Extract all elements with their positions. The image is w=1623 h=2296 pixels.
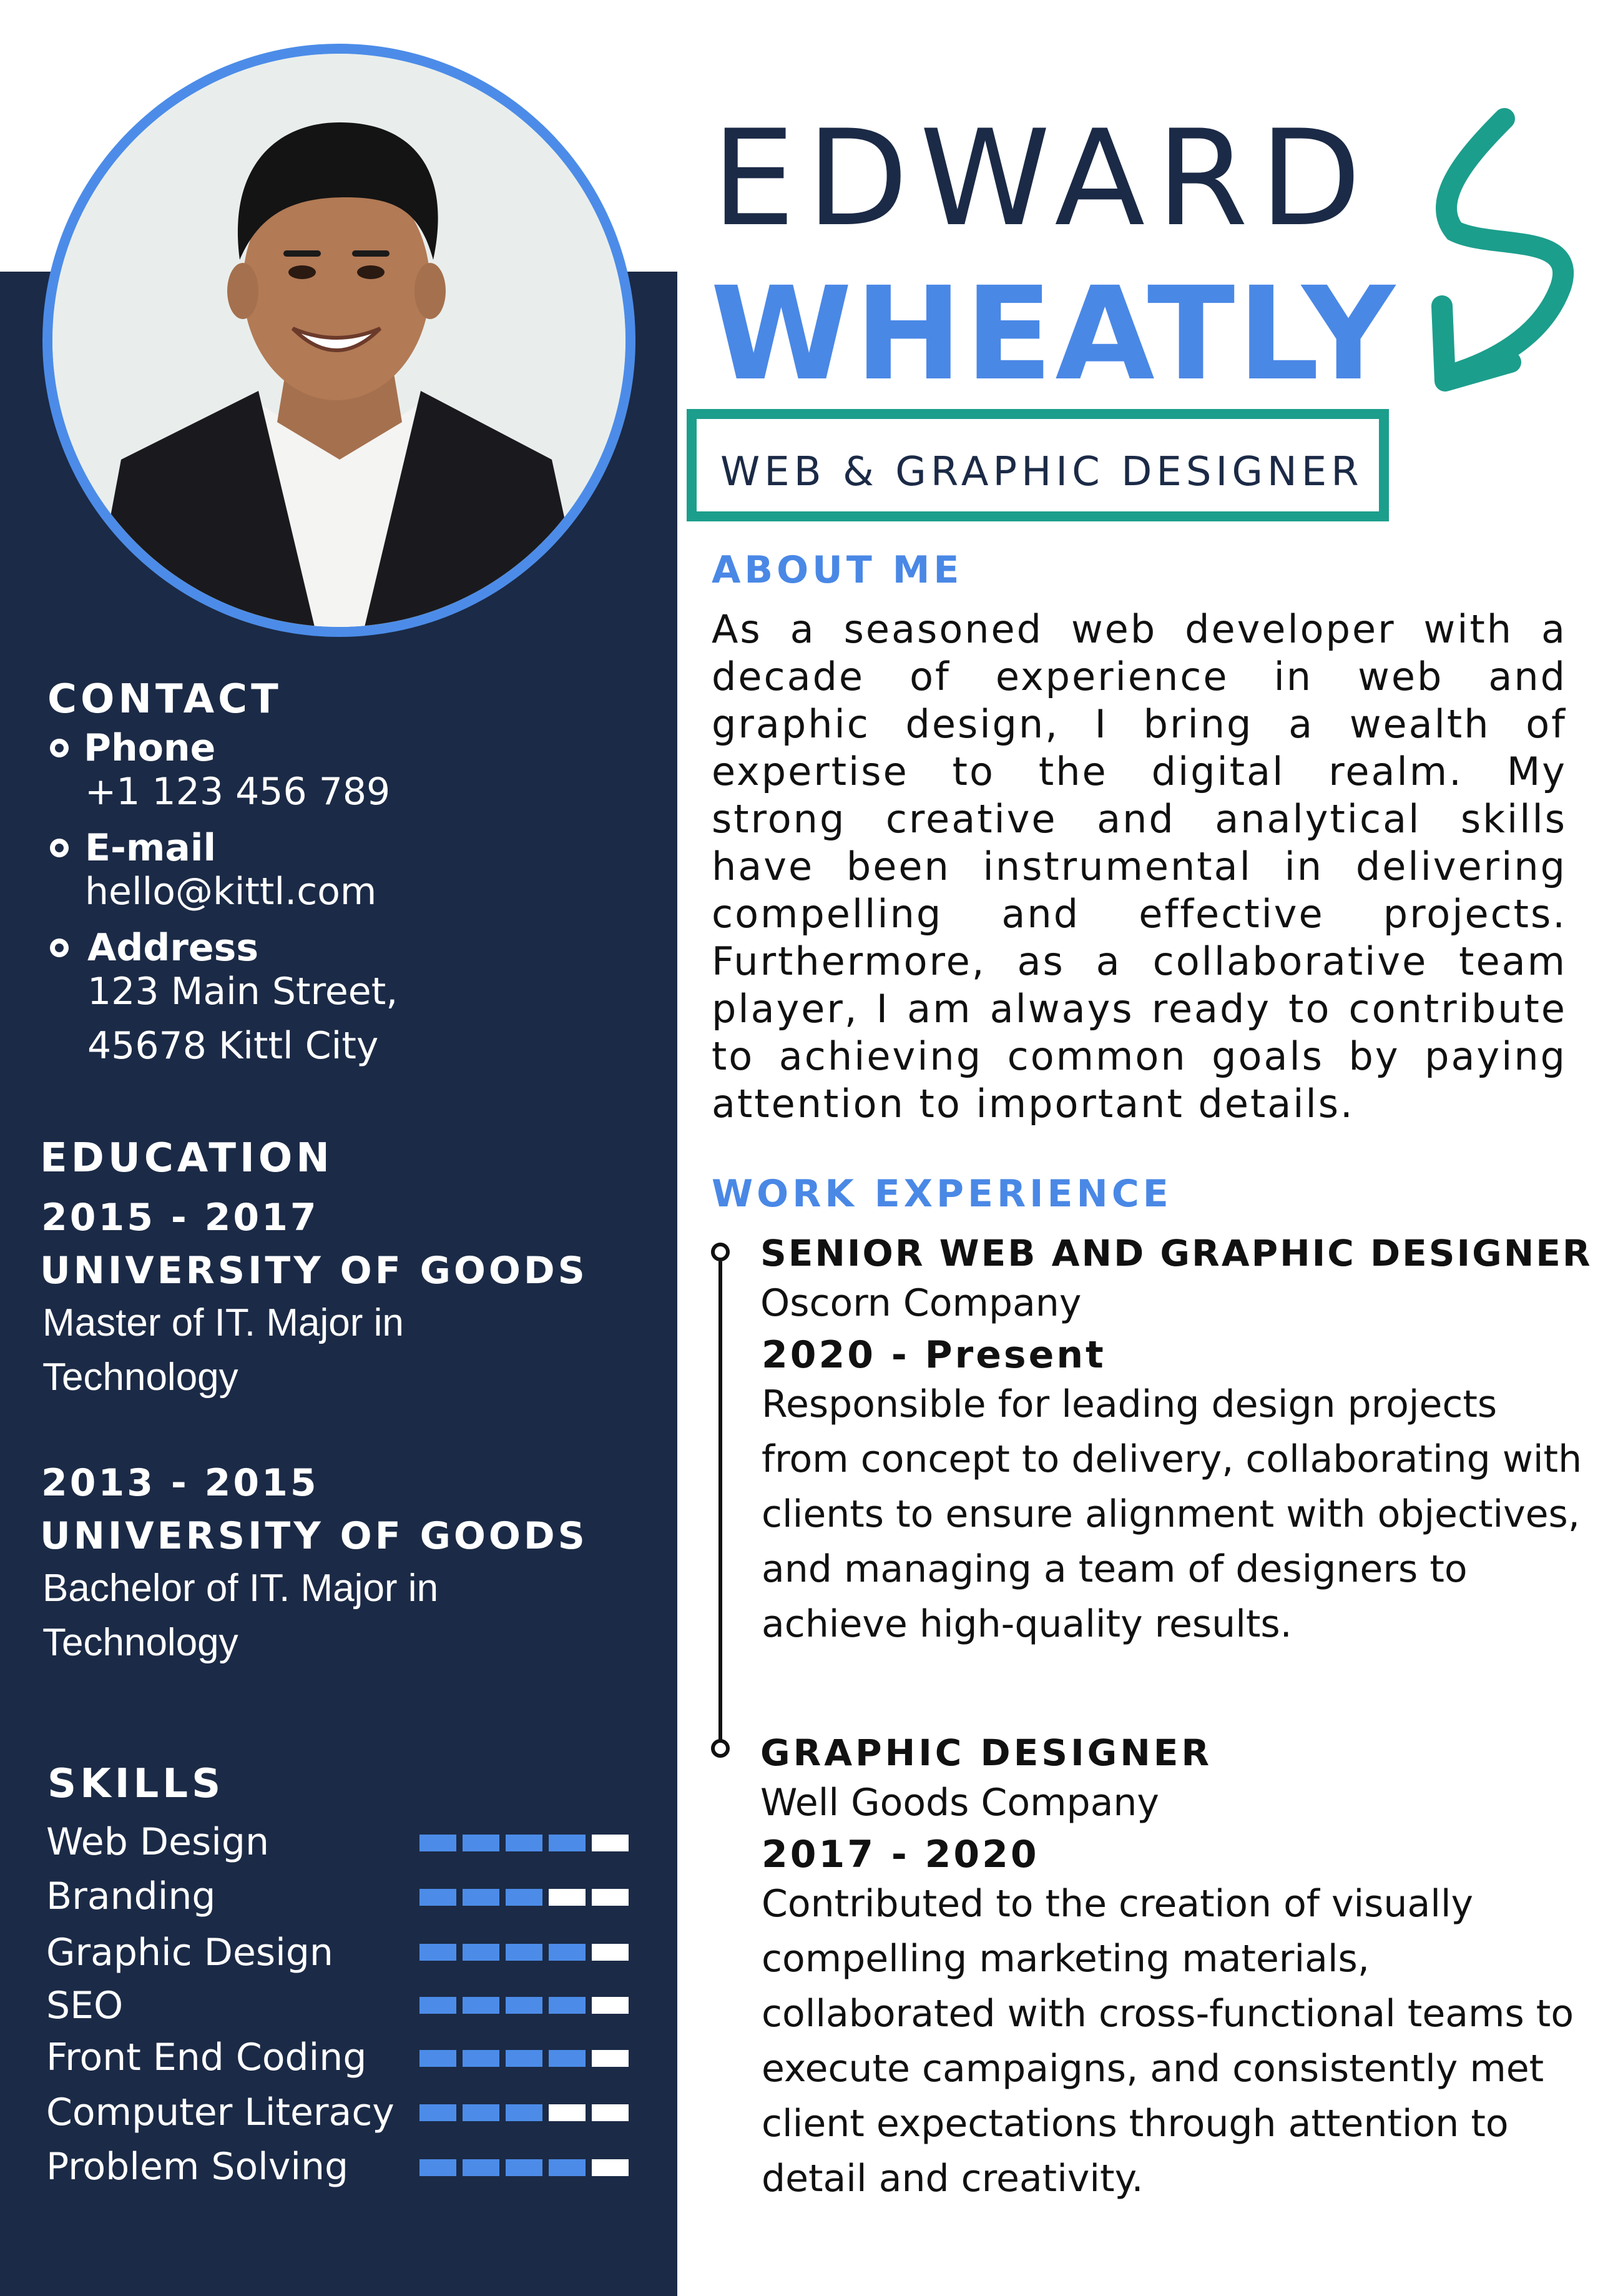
- skill-segment-filled: [419, 1997, 456, 2014]
- skill-segment-filled: [419, 2104, 456, 2121]
- education-degree: Bachelor of IT. Major in: [42, 1567, 439, 1610]
- education-degree: Master of IT. Major in: [42, 1301, 404, 1344]
- skill-segment-filled: [419, 1889, 456, 1906]
- job-role: GRAPHIC DESIGNER: [760, 1732, 1213, 1774]
- skill-name: Problem Solving: [46, 2145, 349, 2189]
- education-years: 2015 - 2017: [41, 1196, 319, 1239]
- skill-segment-filled: [419, 1835, 456, 1851]
- skill-segment-filled: [419, 1944, 456, 1961]
- email-label: E-mail: [85, 826, 217, 870]
- skill-segment-filled: [463, 2104, 499, 2121]
- job-dates: 2017 - 2020: [762, 1833, 1039, 1876]
- skill-segment-empty: [592, 2104, 629, 2121]
- profile-photo: [52, 54, 625, 627]
- skill-name: Branding: [46, 1875, 216, 1918]
- skill-name: SEO: [46, 1984, 124, 2027]
- email-value[interactable]: hello@kittl.com: [85, 870, 377, 914]
- skill-segment-filled: [506, 1889, 542, 1906]
- skill-level-bar: [419, 1944, 629, 1961]
- first-name: EDWARD: [712, 101, 1373, 255]
- skill-segment-filled: [549, 2050, 586, 2067]
- skills-heading: SKILLS: [47, 1761, 225, 1807]
- skill-segment-filled: [506, 1944, 542, 1961]
- skill-segment-filled: [506, 1997, 542, 2014]
- profile-photo-frame: [42, 44, 635, 637]
- skill-segment-empty: [592, 2050, 629, 2067]
- timeline-line: [718, 1261, 722, 1748]
- skill-level-bar: [419, 1997, 629, 2014]
- skill-name: Graphic Design: [46, 1931, 333, 1974]
- education-degree: Technology: [42, 1356, 238, 1399]
- job-company: Well Goods Company: [760, 1781, 1159, 1825]
- phone-label: Phone: [84, 726, 216, 770]
- skill-segment-filled: [506, 2050, 542, 2067]
- education-degree: Technology: [42, 1621, 238, 1664]
- job-title: WEB & GRAPHIC DESIGNER: [720, 449, 1363, 495]
- job-title-box: [687, 409, 1389, 521]
- job-company: Oscorn Company: [760, 1281, 1082, 1325]
- education-school: UNIVERSITY OF GOODS: [40, 1514, 588, 1558]
- skill-segment-filled: [463, 2159, 499, 2176]
- timeline-dot: [711, 1243, 730, 1261]
- skill-level-bar: [419, 1835, 629, 1851]
- skill-name: Web Design: [46, 1820, 270, 1864]
- phone-icon: [50, 739, 69, 757]
- skill-segment-filled: [463, 1889, 499, 1906]
- mail-icon: [50, 839, 69, 857]
- skill-segment-filled: [463, 2050, 499, 2067]
- skill-segment-filled: [506, 1835, 542, 1851]
- skill-segment-filled: [463, 1944, 499, 1961]
- education-years: 2013 - 2015: [41, 1461, 319, 1505]
- skill-segment-empty: [592, 2159, 629, 2176]
- skill-segment-empty: [592, 1835, 629, 1851]
- skill-segment-filled: [463, 1997, 499, 2014]
- skill-level-bar: [419, 2050, 629, 2067]
- contact-heading: CONTACT: [47, 676, 282, 722]
- address-line-2: 45678 Kittl City: [87, 1024, 379, 1068]
- skill-segment-empty: [549, 1889, 586, 1906]
- job-description: Contributed to the creation of visually compelling marketing materials, collaborated with cross-functional teams to execute campaigns, and consistently met client expectations through attention to detail and creativity.: [762, 1882, 1574, 2200]
- work-experience-heading: WORK EXPERIENCE: [712, 1172, 1172, 1216]
- education-school: UNIVERSITY OF GOODS: [40, 1249, 588, 1293]
- skill-segment-filled: [549, 1835, 586, 1851]
- address-label: Address: [87, 926, 259, 970]
- skill-segment-filled: [419, 2159, 456, 2176]
- skill-segment-empty: [592, 1997, 629, 2014]
- skill-segment-filled: [463, 1835, 499, 1851]
- skill-segment-filled: [549, 1944, 586, 1961]
- job-dates: 2020 - Present: [762, 1333, 1106, 1377]
- skill-name: Computer Literacy: [46, 2091, 395, 2134]
- location-pin-icon: [50, 939, 69, 957]
- skill-level-bar: [419, 2104, 629, 2121]
- skill-segment-filled: [419, 2050, 456, 2067]
- last-name: WHEATLY: [710, 259, 1398, 409]
- portrait-illustration: [52, 54, 625, 627]
- skill-segment-filled: [506, 2104, 542, 2121]
- skill-segment-filled: [549, 1997, 586, 2014]
- skill-name: Front End Coding: [46, 2036, 367, 2079]
- skill-segment-filled: [549, 2159, 586, 2176]
- timeline-dot: [711, 1739, 730, 1758]
- skill-segment-empty: [592, 1889, 629, 1906]
- address-line-1: 123 Main Street,: [87, 970, 398, 1013]
- about-text: As a seasoned web developer with a decade of experience in web and graphic design, I bring a wealth of expertise to the digital realm. My strong creative and analytical skills have been instrumental in delivering compelling and effective projects. Furthermore, as a collaborative team player, I am always ready to contribute to achieving common goals by paying attention to important details.: [712, 606, 1567, 1126]
- about-heading: ABOUT ME: [712, 548, 963, 592]
- skill-segment-empty: [549, 2104, 586, 2121]
- education-heading: EDUCATION: [40, 1135, 333, 1181]
- skill-segment-empty: [592, 1944, 629, 1961]
- job-description: Responsible for leading design projects from concept to delivery, collaborating with clients to ensure alignment with objectives, and managing a team of designers to achieve high-quality results.: [762, 1382, 1582, 1646]
- phone-value[interactable]: +1 123 456 789: [85, 770, 391, 814]
- skill-level-bar: [419, 2159, 629, 2176]
- skill-level-bar: [419, 1889, 629, 1906]
- swirl-arrow-icon: [1417, 100, 1592, 412]
- skill-segment-filled: [506, 2159, 542, 2176]
- job-role: SENIOR WEB AND GRAPHIC DESIGNER: [760, 1232, 1592, 1274]
